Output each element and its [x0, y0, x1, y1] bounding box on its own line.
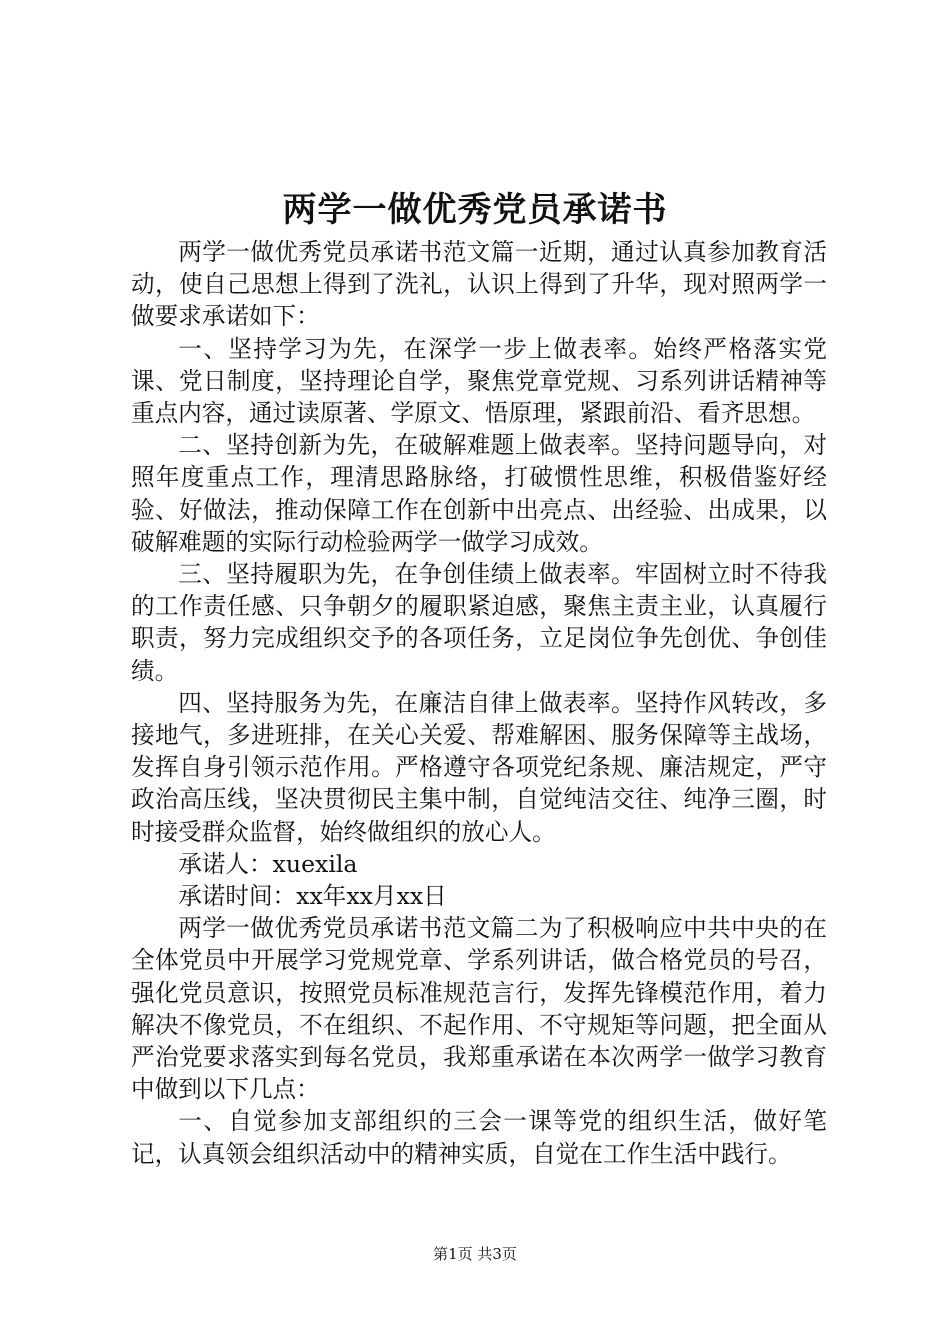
paragraph-point-1: 一、坚持学习为先，在深学一步上做表率。始终严格落实党课、党日制度，坚持理论自学，聚焦党章党规、习系列讲话精神等重点内容，通过读原著、学原文、悟原理，紧跟前沿、看齐思想。 [131, 334, 827, 428]
page-number: 第1页 共3页 [433, 1245, 517, 1263]
paragraph-point-2: 二、坚持创新为先，在破解难题上做表率。坚持问题导向，对照年度重点工作，理清思路脉络，打破惯性思维，积极借鉴好经验、好做法，推动保障工作在创新中出亮点、出经验、出成果，以破解难题的实际行动检验两学一做学习成效。 [131, 431, 827, 556]
paragraph-point-3: 三、坚持履职为先，在争创佳绩上做表率。牢固树立时不待我的工作责任感、只争朝夕的履职紧迫感，聚焦主责主业，认真履行职责，努力完成组织交予的各项任务，立足岗位争先创优、争创佳绩。 [131, 560, 827, 685]
document-body [131, 236, 827, 1170]
paragraph-point-5: 一、自觉参加支部组织的三会一课等党的组织生活，做好笔记，认真领会组织活动中的精神实质，自觉在工作生活中践行。 [131, 1107, 827, 1168]
date-line: 承诺时间：xx年xx月xx日 [178, 882, 447, 911]
paragraph-point-4: 四、坚持服务为先，在廉洁自律上做表率。坚持作风转改，多接地气，多进班排，在关心关爱、帮难解困、服务保障等主战场，发挥自身引领示范作用。严格遵守各项党纪条规、廉洁规定，严守政治高压线，坚决贯彻民主集中制，自觉纯洁交往、纯净三圈，时时接受群众监督，始终做组织的放心人。 [131, 688, 827, 846]
signer-line: 承诺人：xuexila [178, 849, 358, 878]
paragraph-intro-1: 两学一做优秀党员承诺书范文篇一近期，通过认真参加教育活动，使自己思想上得到了洗礼，认识上得到了升华，现对照两学一做要求承诺如下： [131, 238, 827, 331]
document-title: 两学一做优秀党员承诺书 [282, 190, 668, 230]
paragraph-intro-2: 两学一做优秀党员承诺书范文篇二为了积极响应中共中央的在全体党员中开展学习党规党章、学系列讲话，做合格党员的号召，强化党员意识，按照党员标准规范言行，发挥先锋模范作用，着力解决不像党员，不在组织、不起作用、不守规矩等问题，把全面从严治党要求落实到每名党员，我郑重承诺在本次两学一做学习教育中做到以下几点： [131, 914, 827, 1104]
